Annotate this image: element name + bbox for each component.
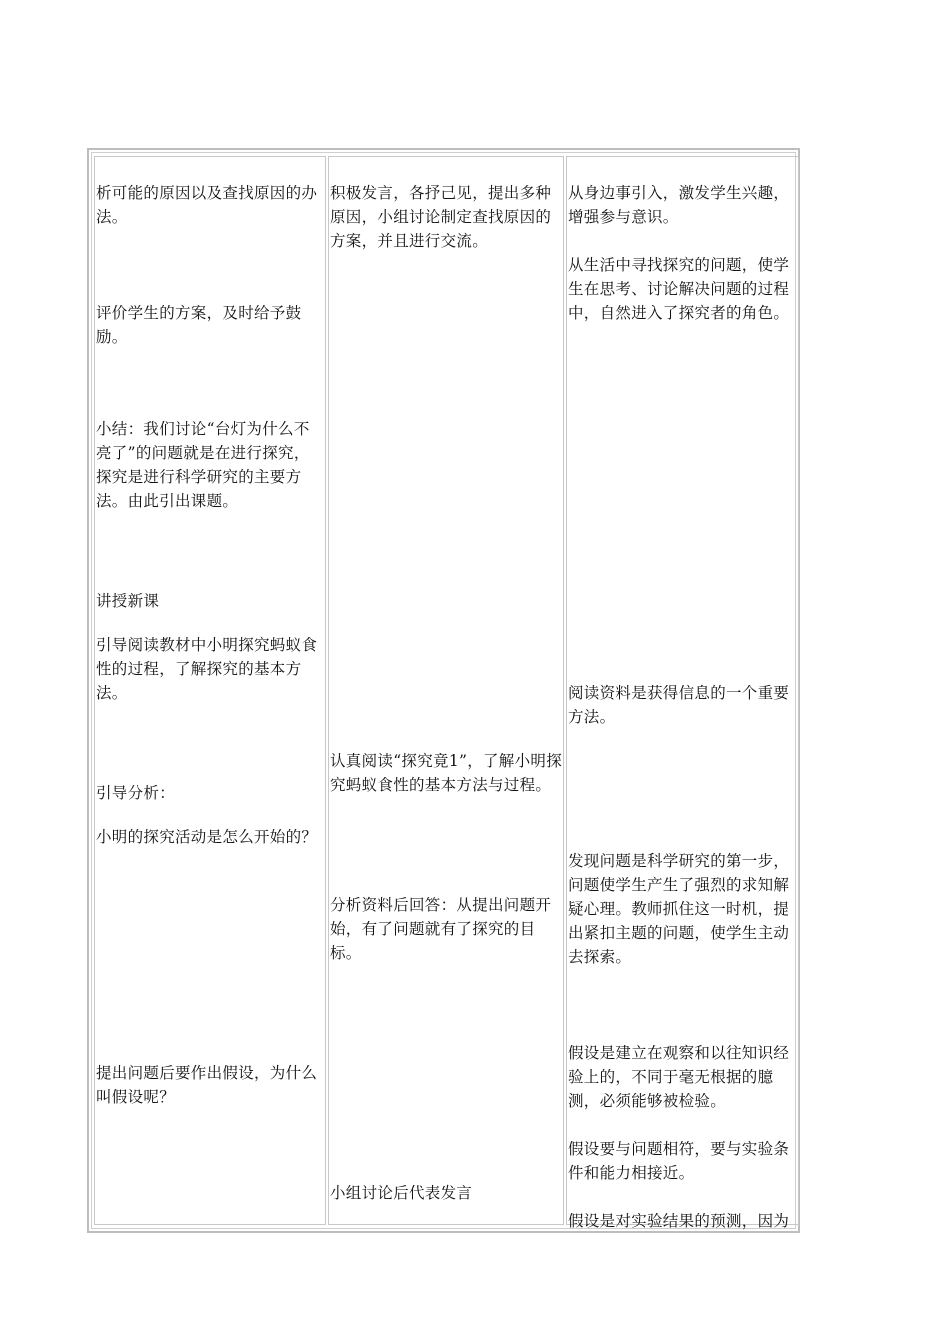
student-text-3: 分析资料后回答：从提出问题开始，有了问题就有了探究的目标。 [330,896,552,962]
design-text-4: 发现问题是科学研究的第一步，问题使学生产生了强烈的求知解疑心理。教师抓住这一时机，提出紧扣主题的问题，使学生主动去探索。 [568,852,790,966]
teacher-text-8: 提出问题后要作出假设，为什么叫假设呢？ [96,1064,318,1106]
teacher-text-3: 小结：我们讨论“台灯为什么不亮了”的问题就是在进行探究，探究是进行科学研究的主要方法。由此引出课题。 [96,420,310,510]
design-text-2: 从生活中寻找探究的问题，使学生在思考、讨论解决问题的过程中，自然进入了探究者的角色。 [568,256,790,322]
teacher-text-7: 小明的探究活动是怎么开始的？ [96,828,318,846]
teacher-text-1: 析可能的原因以及查找原因的办法。 [96,184,318,226]
design-intent-column [566,156,799,1230]
design-text-5: 假设是建立在观察和以往知识经验上的，不同于毫无根据的臆测，必须能够被检验。 [568,1044,790,1110]
student-text-1: 积极发言，各抒己见，提出多种原因，小组讨论制定查找原因的方案，并且进行交流。 [330,184,552,250]
design-text-3: 阅读资料是获得信息的一个重要方法。 [568,684,790,726]
teacher-text-2: 评价学生的方案，及时给予鼓励。 [96,304,302,346]
design-text-7: 假设是对实验结果的预测，因为 [568,1212,790,1230]
teacher-text-6: 引导分析： [96,784,176,802]
teacher-activity-column [94,156,326,1225]
table-inner-border [91,152,796,1229]
student-text-2: 认真阅读“探究竟1”，了解小明探究蚂蚁食性的基本方法与过程。 [330,752,563,794]
design-text-6: 假设要与问题相符，要与实验条件和能力相接近。 [568,1140,790,1182]
student-text-4: 小组讨论后代表发言 [330,1184,473,1202]
student-activity-column [328,156,564,1225]
teacher-text-4: 讲授新课 [96,592,160,610]
teacher-text-5: 引导阅读教材中小明探究蚂蚁食性的过程，了解探究的基本方法。 [96,636,318,702]
design-text-1: 从身边事引入，激发学生兴趣，增强参与意识。 [568,184,790,226]
lesson-plan-table [87,148,800,1233]
